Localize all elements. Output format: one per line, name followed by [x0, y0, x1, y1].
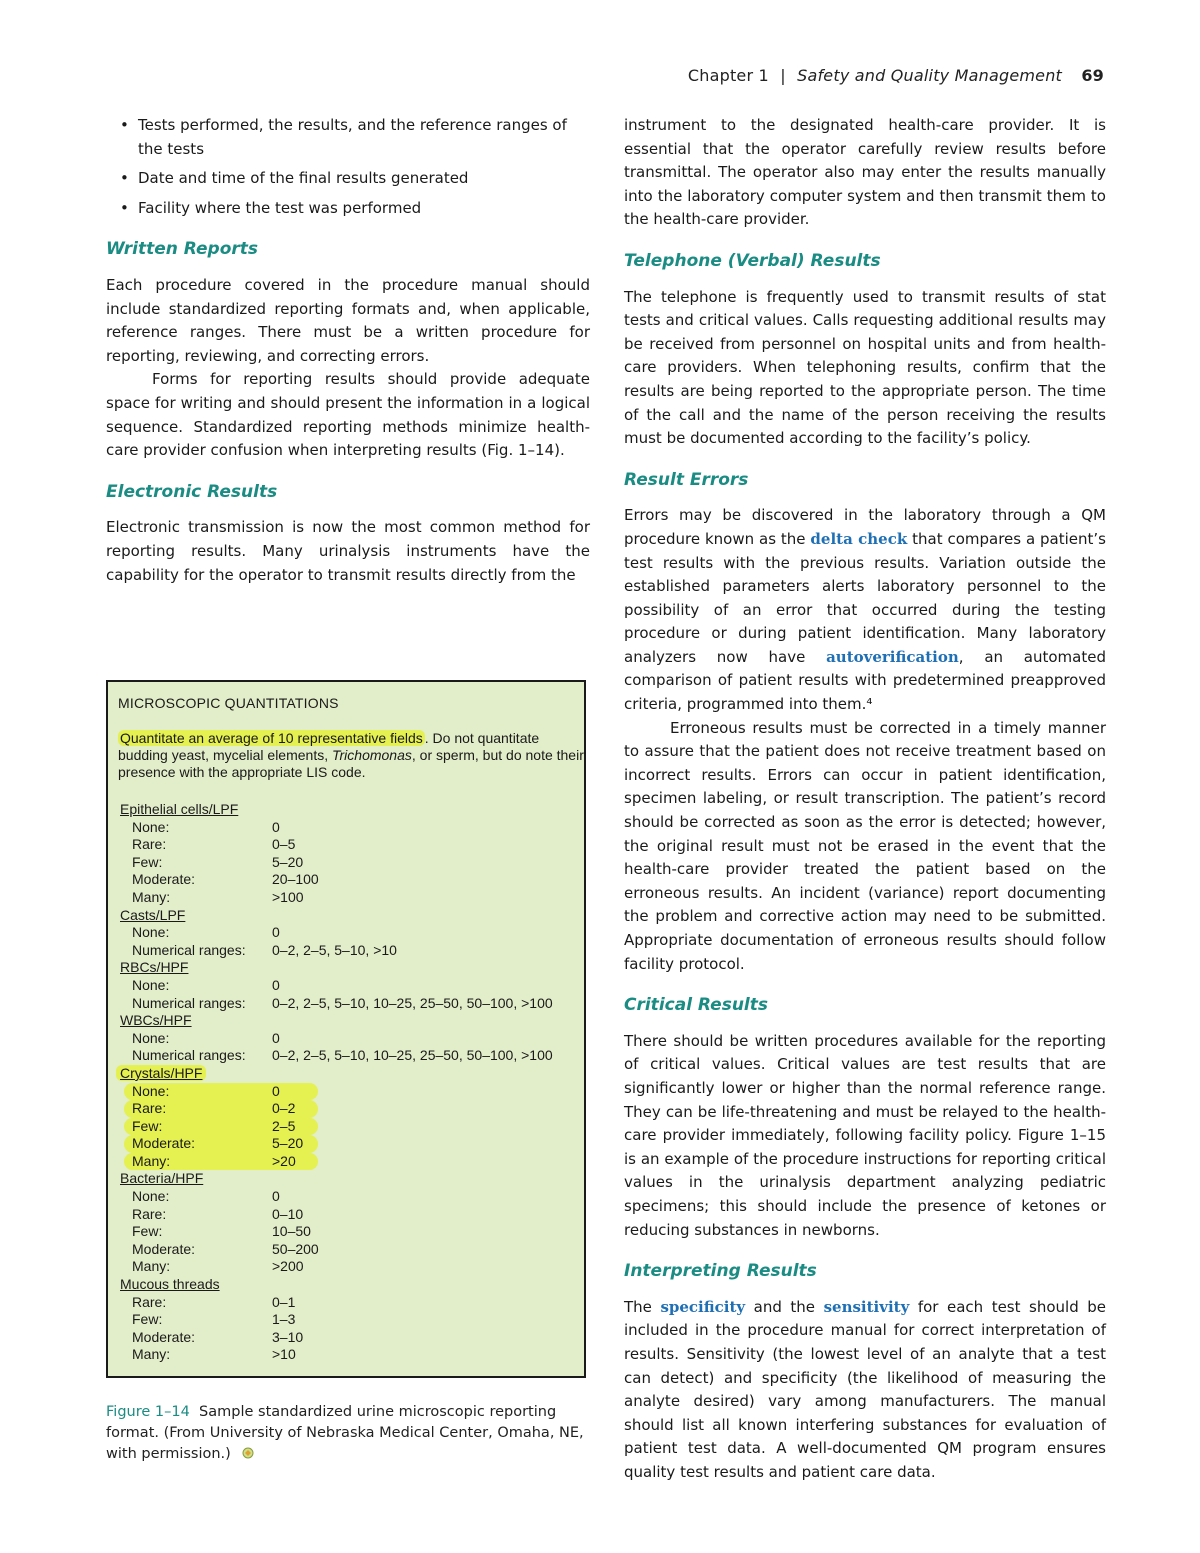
critical-results-heading: Critical Results — [624, 995, 769, 1016]
list-item: • Date and time of the final results generated — [106, 167, 590, 191]
row-label: Many: — [132, 1346, 171, 1363]
row-label: Many: — [132, 1152, 171, 1169]
quantitation-row — [120, 1030, 586, 1048]
quantitation-row — [120, 1100, 586, 1118]
row-label: None: — [132, 1029, 170, 1046]
row-value: 0 — [272, 1082, 280, 1099]
category-name: Crystals/HPF — [116, 1065, 206, 1081]
quantitation-row — [120, 854, 586, 872]
row-value: 20–100 — [272, 871, 319, 888]
category-name: Casts/LPF — [120, 906, 186, 923]
quantitation-row — [120, 1188, 586, 1206]
paragraph: Erroneous results must be corrected in a timely manner to assure that the patient does not receive treatment based on incorrect results. Errors can occur in patient identification, specimen labeling, or result transcription. The patient’s record should be corrected as soon as the error is detected; however, the original result must not be erased in the event that the health-care provider treated the patient based on the erroneous results. An incident (variance) report documenting the problem and corrective action may need to be submitted. Appropriate documentation of erroneous results should follow facility protocol. — [624, 718, 1106, 973]
paragraph: Each procedure covered in the procedure manual should include standardized reporting formats and, when applicable, reference ranges. There must be a written procedure for reporting, reviewing, and correcting errors. — [106, 275, 590, 365]
quantitation-row — [120, 1083, 586, 1101]
quantitation-row — [120, 977, 586, 995]
paragraph: The telephone is frequently used to transmit results of stat tests and critical values. Calls requesting additional results may be received from personnel on hospital units and from health-care providers. When telephoning results, confirm that the results are being reported to the appropriate person. The time of the call and the name of the person receiving the results must be documented according to the facility’s policy. — [624, 287, 1106, 448]
category-heading — [120, 907, 586, 925]
header-separator: | — [780, 66, 786, 85]
caption-text: Sample standardized urine microscopic reporting format. (From University of Nebraska Medical Center, Omaha, NE, with permission.) — [106, 1404, 584, 1462]
chapter-label: Chapter 1 — [687, 66, 769, 85]
paragraph — [624, 504, 1106, 716]
row-value: >200 — [272, 1258, 304, 1275]
category-name: RBCs/HPF — [120, 959, 189, 976]
category-name: Epithelial cells/LPF — [120, 801, 239, 817]
list-item: • Tests performed, the results, and the reference ranges of the tests — [106, 114, 590, 161]
row-label: Rare: — [132, 1205, 167, 1222]
row-value: 0–2, 2–5, 5–10, 10–25, 25–50, 50–100, >100 — [272, 1047, 553, 1064]
category-name: Bacteria/HPF — [120, 1170, 204, 1187]
quantitation-row — [120, 889, 586, 907]
category-heading — [120, 801, 586, 819]
row-label: None: — [132, 924, 170, 941]
row-label: Rare: — [132, 1100, 167, 1117]
row-label: None: — [132, 1188, 170, 1205]
quantitation-row — [120, 1223, 586, 1241]
quantitation-row — [120, 942, 586, 960]
figure-instructions — [118, 730, 584, 781]
text-run: , an automated comparison of patient results with predetermined preapproved criteria, programmed into them.⁴ — [624, 647, 1106, 714]
category-name: WBCs/HPF — [120, 1012, 192, 1029]
row-value: 0 — [272, 1188, 280, 1205]
quantitation-row — [120, 1047, 586, 1065]
row-value: 2–5 — [272, 1117, 296, 1134]
text-run: Errors may be discovered in the laboratory through a QM procedure known as the — [624, 506, 1106, 548]
row-label: Rare: — [132, 836, 167, 853]
text-run: for each test should be included in the procedure manual for correct interpretation of results. Sensitivity (the lowest level of an analyte that a test can detect) and specificity (the likelihood of measuring the analyte desired) vary among manufacturers. The manual should list all known interfering substances for evaluation of patient test data. A well-documented QM program ensures quality test results and patient care data. — [624, 1297, 1107, 1481]
electronic-results-heading: Electronic Results — [106, 481, 278, 502]
category-heading — [120, 1012, 586, 1030]
keyword-delta-check: delta check — [810, 529, 908, 548]
interpreting-results-heading: Interpreting Results — [624, 1261, 817, 1282]
page-number: 69 — [1081, 66, 1104, 85]
row-value: 0 — [272, 924, 280, 941]
quantitation-row — [120, 1153, 586, 1171]
row-label: None: — [132, 818, 170, 835]
row-value: 0 — [272, 976, 280, 993]
row-value: 0–2, 2–5, 5–10, >10 — [272, 941, 397, 958]
quantitation-row — [120, 1346, 586, 1364]
keyword-specificity: specificity — [660, 1297, 746, 1316]
row-value: 5–20 — [272, 853, 304, 870]
quantitation-row — [120, 819, 586, 837]
result-errors-heading: Result Errors — [624, 469, 749, 490]
category-heading — [120, 959, 586, 977]
figure-caption — [106, 1402, 586, 1465]
text-run: The — [624, 1297, 661, 1316]
quantitation-row — [120, 1329, 586, 1347]
keyword-autoverification: autoverification — [826, 647, 959, 666]
instruction-text: . Do not quantitate budding yeast, mycelial elements, — [118, 730, 540, 763]
report-contents-list — [106, 114, 590, 220]
row-value: 10–50 — [272, 1223, 311, 1240]
row-value: >10 — [272, 1346, 296, 1363]
text-run: that compares a patient’s test results with the previous results. Variation outside the established parameters alerts laboratory personnel to the possibility of an error that occurred during the testing procedure or during patient identification. Many laboratory analyzers now have — [624, 529, 1106, 666]
instruction-italic: Trichomonas — [332, 747, 412, 763]
figure-label: Figure 1–14 — [106, 1404, 190, 1420]
row-label: Many: — [132, 1258, 171, 1275]
keyword-sensitivity: sensitivity — [823, 1297, 910, 1316]
row-label: Numerical ranges: — [132, 1047, 246, 1064]
left-column — [106, 114, 590, 587]
row-label: Rare: — [132, 1293, 167, 1310]
row-value: 0–1 — [272, 1293, 296, 1310]
row-value: 0 — [272, 1029, 280, 1046]
row-value: 50–200 — [272, 1240, 319, 1257]
row-value: 3–10 — [272, 1328, 304, 1345]
row-label: None: — [132, 1082, 170, 1099]
list-item: • Facility where the test was performed — [106, 197, 590, 221]
row-label: Few: — [132, 1223, 163, 1240]
row-value: 0–5 — [272, 836, 296, 853]
right-column — [624, 114, 1106, 1484]
quantitation-row — [120, 1241, 586, 1259]
row-label: Few: — [132, 853, 163, 870]
row-value: 0–10 — [272, 1205, 304, 1222]
row-value: 0 — [272, 818, 280, 835]
quantitation-row — [120, 1118, 586, 1136]
row-value: 0–2 — [272, 1100, 296, 1117]
quantitation-row — [120, 871, 586, 889]
quantitation-list — [120, 801, 586, 1364]
category-name: Mucous threads — [120, 1276, 220, 1293]
paragraph: instrument to the designated health-care provider. It is essential that the operator carefully review results before transmittal. The operator also may enter the results manually into the laboratory computer system and then transmit them to the health-care provider. — [624, 116, 1106, 229]
quantitation-row — [120, 995, 586, 1013]
row-label: Few: — [132, 1117, 163, 1134]
row-value: 0–2, 2–5, 5–10, 10–25, 25–50, 50–100, >100 — [272, 994, 553, 1011]
text-run: and the — [745, 1297, 824, 1316]
quantitation-row — [120, 1206, 586, 1224]
paragraph: Electronic transmission is now the most common method for reporting results. Many urinalysis instruments have the capability for the operator to transmit results directly from the — [106, 518, 590, 584]
row-value: 1–3 — [272, 1311, 296, 1328]
paragraph: There should be written procedures available for the reporting of critical values. Critical values are test results that are significantly lower or higher than the normal reference range. They can be life-threatening and must be relayed to the health-care provider immediately, following facility policy. Figure 1–15 is an example of the procedure instructions for reporting critical values in the urinalysis department analyzing pediatric specimens; this should include the presence of ketones or reducing substances in newborns. — [624, 1031, 1106, 1239]
figure-title: MICROSCOPIC QUANTITATIONS — [118, 695, 339, 711]
running-header — [688, 66, 1104, 85]
row-label: Numerical ranges: — [132, 994, 246, 1011]
highlighted-instruction: Quantitate an average of 10 representative fields — [120, 730, 423, 746]
row-label: Moderate: — [132, 1135, 196, 1152]
media-icon — [241, 1447, 255, 1459]
row-label: Few: — [132, 1311, 163, 1328]
instruction-text: , or sperm, but do note their presence with the appropriate LIS code. — [118, 747, 584, 780]
row-value: 5–20 — [272, 1135, 304, 1152]
category-heading — [120, 1170, 586, 1188]
row-label: Numerical ranges: — [132, 941, 246, 958]
figure-1-14-box — [106, 680, 586, 1378]
category-heading — [120, 1276, 586, 1294]
row-label: Moderate: — [132, 1240, 196, 1257]
quantitation-row — [120, 1258, 586, 1276]
quantitation-row — [120, 924, 586, 942]
row-value: >20 — [272, 1152, 296, 1169]
chapter-title: Safety and Quality Management — [797, 66, 1063, 85]
row-label: None: — [132, 976, 170, 993]
row-value: >100 — [272, 888, 304, 905]
row-label: Many: — [132, 888, 171, 905]
quantitation-row — [120, 1294, 586, 1312]
row-label: Moderate: — [132, 871, 196, 888]
paragraph — [624, 1296, 1106, 1485]
quantitation-row — [120, 1311, 586, 1329]
written-reports-heading: Written Reports — [106, 239, 259, 260]
row-label: Moderate: — [132, 1328, 196, 1345]
category-heading — [120, 1065, 586, 1083]
telephone-results-heading: Telephone (Verbal) Results — [624, 250, 881, 271]
paragraph: Forms for reporting results should provide adequate space for writing and should present the information in a logical sequence. Standardized reporting methods minimize health-care provider confusion when interpreting results (Fig. 1–14). — [106, 370, 590, 460]
quantitation-row — [120, 1135, 586, 1153]
quantitation-row — [120, 836, 586, 854]
